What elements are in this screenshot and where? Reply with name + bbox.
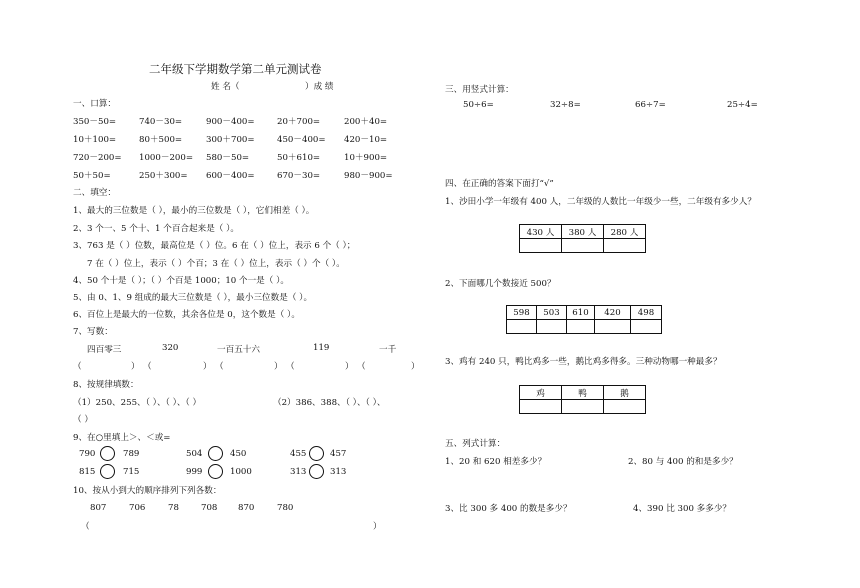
order-number: 708 [201,503,218,513]
write-number-item: 一百五十六 [217,345,260,355]
score-label: ）成 绩 [305,82,334,92]
math-item: 670－30= [277,171,321,181]
answer-cell[interactable] [520,400,562,414]
compare-right: 1000 [230,467,252,477]
word-problem-4: 4、390 比 300 多多少？ [633,504,732,514]
order-answer-close: ） [373,522,382,532]
pattern-1: （1）250、255、（ ）、（ ）、（ ） [73,398,202,408]
order-number: 706 [129,503,146,513]
compare-circle[interactable] [309,446,324,461]
math-item: 1000－200= [139,153,194,163]
choice-question-1: 1、沙田小学一年级有 400 人，二年级的人数比一年级少一些，二年级有多少人？ [445,197,756,207]
answer-cell[interactable] [595,320,631,334]
page-title: 二年级下学期数学第二单元测试卷 [149,62,322,76]
option-cell[interactable]: 610 [567,306,595,320]
order-number: 78 [168,503,179,513]
write-number-item: 四百零三 [87,345,122,355]
section-4-heading: 四、在正确的答案下面打“√” [445,179,554,189]
choice-table-2 [506,305,662,334]
answer-cell[interactable] [507,320,537,334]
answer-cell[interactable] [631,320,662,334]
compare-circle[interactable] [100,464,115,479]
math-item: 10＋100= [73,135,117,145]
division-item: 50÷6= [463,100,494,110]
fill-question-4: 4、50 个十是（ ）；（ ）个百是 1000；10 个一是（ ）。 [73,276,289,286]
compare-right: 450 [230,449,247,459]
math-item: 200＋40= [344,117,388,127]
answer-cell[interactable] [520,239,562,253]
compare-circle[interactable] [100,446,115,461]
fill-question-3b: 7 在（ ）位上，表示（ ）个百；3 在（ ）位上，表示（ ）个（ ）。 [87,259,345,269]
answer-paren: （ [73,362,82,372]
answer-paren: ） [131,362,140,372]
math-item: 300＋700= [206,135,255,145]
word-problem-3: 3、比 300 多 400 的数是多少？ [445,504,572,514]
name-label: 姓 名（ [211,82,240,92]
compare-left: 313 [290,467,307,477]
math-item: 250＋300= [139,171,188,181]
option-cell[interactable]: 420 [595,306,631,320]
order-answer-open: （ [81,522,90,532]
fill-question-2: 2、3 个一、5 个十、1 个百合起来是（ ）。 [73,224,239,234]
math-item: 420－10= [344,135,388,145]
option-cell[interactable]: 鸡 [520,386,562,400]
math-item: 20＋700= [277,117,321,127]
option-cell[interactable]: 430 人 [520,225,562,239]
choice-question-3: 3、鸡有 240 只，鸭比鸡多一些，鹅比鸡多得多。三种动物哪一种最多？ [445,357,722,367]
compare-circle[interactable] [208,446,223,461]
math-item: 580－50= [206,153,250,163]
math-item: 50＋610= [277,153,321,163]
compare-circle[interactable] [208,464,223,479]
choice-table-1 [519,224,646,253]
fill-question-6: 6、百位上是最大的一位数，其余各位是 0，这个数是（ ）。 [73,310,300,320]
compare-right: 313 [330,467,347,477]
answer-paren: ） [345,362,354,372]
write-number-item: 320 [162,343,179,353]
section-5-heading: 五、列式计算： [445,439,506,449]
math-item: 50＋50= [73,171,111,181]
option-cell[interactable]: 鸭 [562,386,604,400]
fill-question-5: 5、由 0、1、9 组成的最大三位数是（ ），最小三位数是（ ）。 [73,293,313,303]
compare-left: 455 [290,449,307,459]
math-item: 740－30= [139,117,183,127]
choice-question-2: 2、下面哪几个数接近 500？ [445,279,556,289]
math-item: 350－50= [73,117,117,127]
choice-table-3 [519,385,646,414]
math-item: 450－400= [277,135,326,145]
answer-cell[interactable] [604,239,646,253]
pattern-2-continued: （ ） [73,415,93,425]
order-number: 807 [90,503,107,513]
compare-left: 504 [186,449,203,459]
order-number: 870 [238,503,255,513]
section-3-heading: 三、用竖式计算： [445,85,514,95]
math-item: 900－400= [206,117,255,127]
write-number-item: 119 [313,343,330,353]
division-item: 66÷7= [635,100,666,110]
math-item: 10＋900= [344,153,388,163]
math-item: 600－400= [206,171,255,181]
answer-paren: （ [286,362,295,372]
pattern-2: （2）386、388、（ ）、（ ）、 [273,398,386,408]
option-cell[interactable]: 280 人 [604,225,646,239]
answer-cell[interactable] [567,320,595,334]
fill-question-7: 7、写数： [73,327,113,337]
answer-cell[interactable] [604,400,646,414]
word-problem-2: 2、80 与 400 的和是多少？ [628,457,738,467]
fill-question-10: 10、按从小到大的顺序排列下列各数： [73,486,222,496]
answer-paren: ） [411,362,420,372]
fill-question-3a: 3、763 是（ ）位数，最高位是（ ）位。6 在（ ）位上，表示 6 个（ ）； [73,241,356,251]
option-cell[interactable]: 598 [507,306,537,320]
order-number: 780 [277,503,294,513]
option-cell[interactable]: 380 人 [562,225,604,239]
option-cell[interactable]: 鹅 [604,386,646,400]
answer-paren: ） [274,362,283,372]
answer-cell[interactable] [537,320,567,334]
math-item: 720－200= [73,153,122,163]
option-cell[interactable]: 498 [631,306,662,320]
math-item: 980－900= [344,171,393,181]
fill-question-1: 1、最大的三位数是（ ），最小的三位数是（ ），它们相差（ ）。 [73,206,315,216]
answer-cell[interactable] [562,239,604,253]
answer-paren: （ [215,362,224,372]
option-cell[interactable]: 503 [537,306,567,320]
compare-right: 715 [123,467,140,477]
compare-circle[interactable] [309,464,324,479]
fill-question-8: 8、按规律填数： [73,380,139,390]
section-2-heading: 二、填空： [73,188,116,198]
fill-question-9: 9、在○里填上＞、＜或= [73,433,171,443]
compare-left: 999 [186,467,203,477]
compare-right: 789 [123,449,140,459]
compare-left: 815 [79,467,96,477]
compare-right: 457 [330,449,347,459]
answer-paren: ） [203,362,212,372]
answer-cell[interactable] [562,400,604,414]
compare-left: 790 [79,449,96,459]
answer-paren: （ [143,362,152,372]
division-item: 32÷8= [550,100,581,110]
write-number-item: 一千 [379,345,397,355]
section-1-heading: 一、口算： [73,99,116,109]
division-item: 25÷4= [727,100,758,110]
math-item: 80＋500= [139,135,183,145]
answer-paren: （ [357,362,366,372]
word-problem-1: 1、20 和 620 相差多少？ [445,457,547,467]
